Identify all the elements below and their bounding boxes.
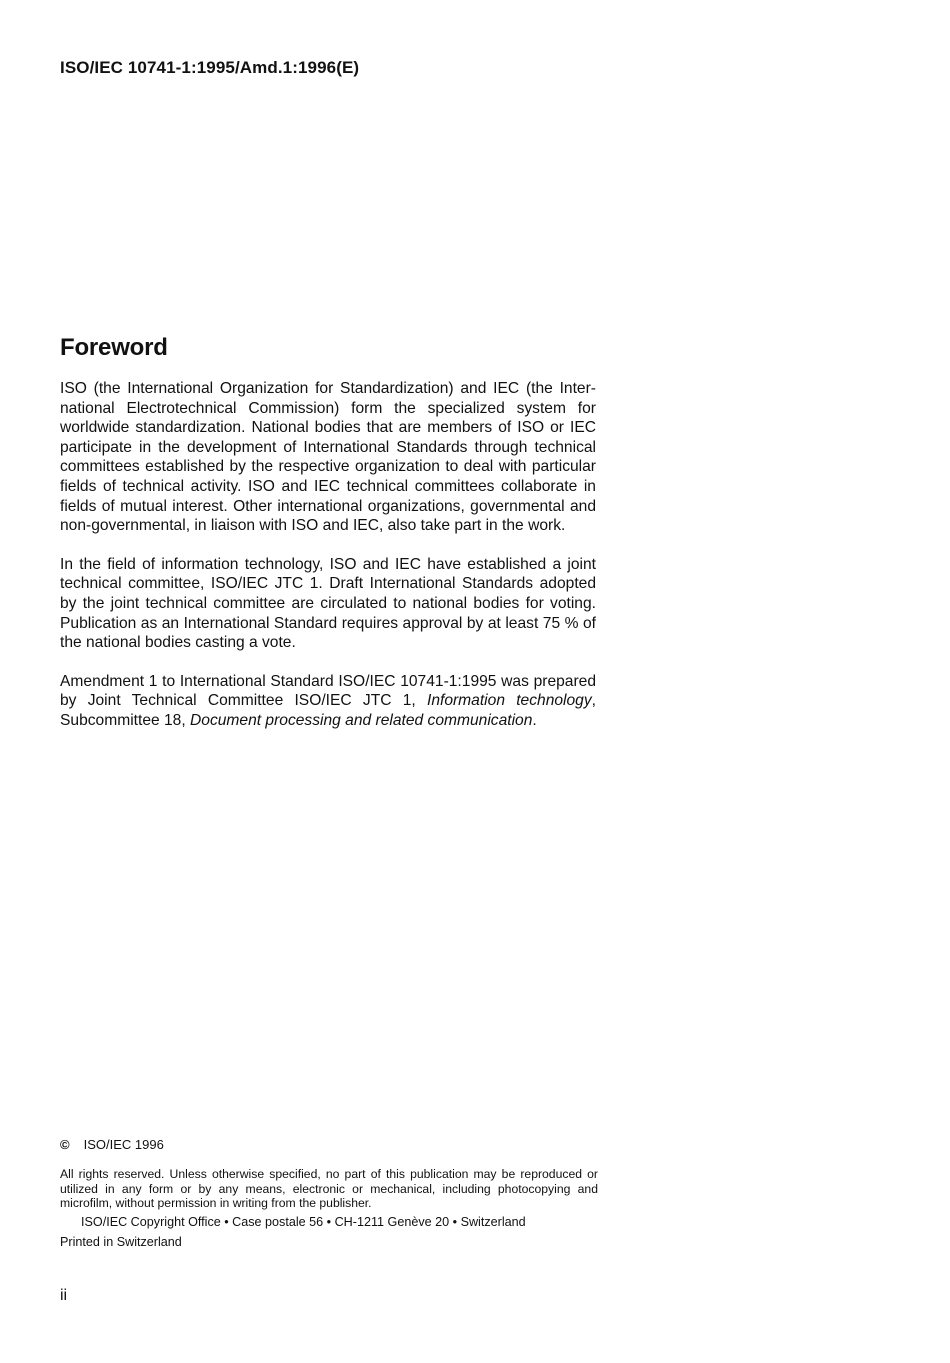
foreword-paragraph-1: ISO (the International Organization for Standardization) and IEC (the International Electrotechnical Commission) form the specialized system for worldwide standardization. National bodies that are members of ISO or IEC participate in the development of International Standards through technical committees established by the respective organization to deal with particular fields of technical activity. ISO and IEC technical committees collaborate in fields of mutual interest. Other international organizations, governmental and non-governmental, in liaison with ISO and IEC, also take part in the work.	[60, 380, 596, 535]
paragraph-3-text-end: .	[532, 711, 537, 729]
document-header-id: ISO/IEC 10741-1:1995/Amd.1:1996(E)	[60, 58, 360, 77]
rights-notice: All rights reserved. Unless otherwise specified, no part of this publication may be reproduced or utilized in any form or by any means, electronic or mechanical, including photocopying and microfilm, without permission in writing from the publisher.	[60, 1167, 598, 1211]
copyright-office-address: ISO/IEC Copyright Office • Case postale 56 • CH-1211 Genève 20 • Switzerland	[81, 1215, 526, 1229]
printed-in: Printed in Switzerland	[60, 1235, 182, 1249]
foreword-paragraph-2: In the field of information technology, ISO and IEC have established a joint technical committee, ISO/IEC JTC 1. Draft International Standards adopted by the joint technical committee are circulated to national bodies for voting. Publication as an International Standard requires approval by at least 75 % of the national bodies casting a vote.	[60, 555, 596, 652]
foreword-body	[60, 379, 596, 750]
copyright-line	[60, 1137, 164, 1152]
copyright-symbol: ©	[60, 1137, 70, 1152]
foreword-paragraph-3	[60, 672, 596, 731]
paragraph-3-text-before: Amendment 1 to International Standard ISO/IEC 10741-1:1995 was prepared by Joint Technical Committee ISO/IEC JTC 1,	[60, 672, 596, 710]
committee-name: Information technology	[426, 692, 592, 710]
page-number: ii	[60, 1287, 68, 1304]
copyright-holder: ISO/IEC 1996	[83, 1137, 164, 1152]
subcommittee-name: Document processing and related communication	[190, 711, 533, 729]
paragraph-3-text-middle: , Subcommittee 18,	[60, 692, 596, 729]
foreword-title: Foreword	[60, 334, 168, 361]
